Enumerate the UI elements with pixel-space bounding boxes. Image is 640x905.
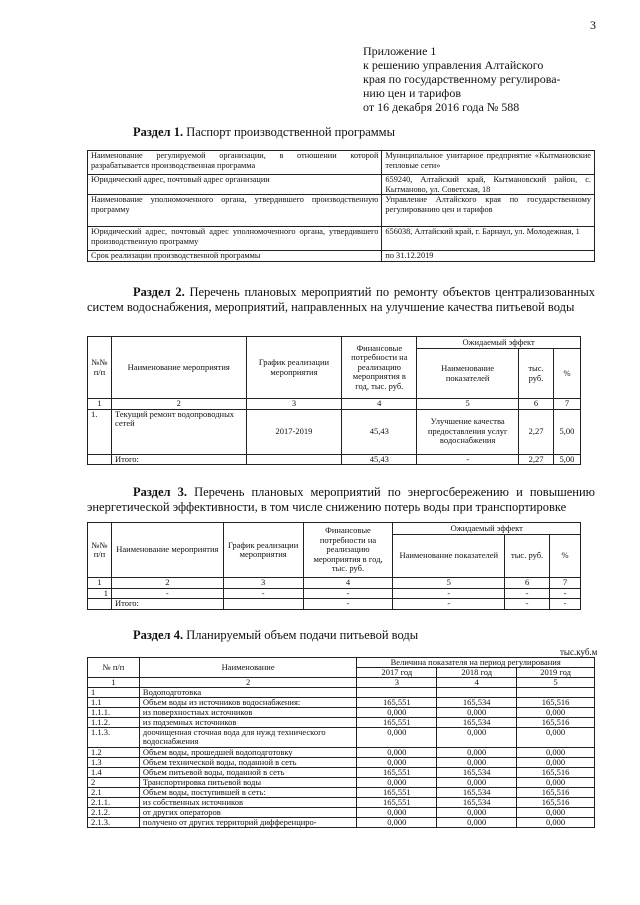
row-finance: 45,43 <box>342 409 417 454</box>
row-value-2017: 0,000 <box>357 748 437 758</box>
section2-title <box>87 285 595 315</box>
row-value-2017: 0,000 <box>357 808 437 818</box>
energy-saving-table <box>87 522 581 610</box>
row-value-2019: 0,000 <box>517 728 595 748</box>
table-row <box>88 798 595 808</box>
row-indicator: Улучшение качества предоставления услуг водоснабжения <box>417 409 519 454</box>
row-value-2018: 0,000 <box>437 728 517 748</box>
section1-title-bold: Раздел 1. <box>133 125 184 139</box>
col-number: 5 <box>517 678 595 688</box>
col-header-num: № п/п <box>88 658 140 678</box>
total-finance: - <box>303 599 393 610</box>
section4-title-bold: Раздел 4. <box>133 628 184 642</box>
row-num: 1 <box>88 588 112 599</box>
total-indicator: - <box>393 599 505 610</box>
row-value-2019: 165,516 <box>517 698 595 708</box>
col-number: 7 <box>550 578 581 589</box>
row-value-2019: 0,000 <box>517 748 595 758</box>
row-value-2018: 0,000 <box>437 778 517 788</box>
row-value-2018: 0,000 <box>437 708 517 718</box>
row-value-2018: 0,000 <box>437 758 517 768</box>
col-header-thousand: тыс. руб. <box>505 535 550 578</box>
section3-title-bold: Раздел 3. <box>133 485 188 499</box>
appendix-line: нию цен и тарифов <box>363 86 461 100</box>
col-number: 6 <box>505 578 550 589</box>
row-schedule: 2017-2019 <box>246 409 342 454</box>
total-empty <box>246 454 342 465</box>
row-value-2017: 0,000 <box>357 708 437 718</box>
row-value-2019: 165,516 <box>517 788 595 798</box>
row-value-2019: 0,000 <box>517 778 595 788</box>
table-row <box>88 688 595 698</box>
appendix-line: края по государственному регулирова- <box>363 72 561 86</box>
row-value-2017: 0,000 <box>357 818 437 828</box>
appendix-line: к решению управления Алтайского <box>363 58 544 72</box>
row-value-2018: 0,000 <box>437 808 517 818</box>
table-row <box>88 818 595 828</box>
row-value-2017: 165,551 <box>357 788 437 798</box>
passport-value: 656038, Алтайский край, г. Барнаул, ул. Молодежная, 1 <box>382 227 595 251</box>
row-name: получено от других территорий дифференциро- <box>139 818 357 828</box>
row-num: 1.1.1. <box>88 708 140 718</box>
col-header-finance: Финансовые потребности на реализацию мероприятия в год, тыс. руб. <box>342 337 417 399</box>
col-header-finance: Финансовые потребности на реализацию мероприятия в год, тыс. руб. <box>303 523 393 578</box>
row-num: 1.4 <box>88 768 140 778</box>
passport-label: Юридический адрес, почтовый адрес уполномоченного органа, утвердившего производственную программу <box>88 227 382 251</box>
total-finance: 45,43 <box>342 454 417 465</box>
col-header-num: №№ п/п <box>88 337 112 399</box>
passport-label: Срок реализации производственной программы <box>88 251 382 262</box>
row-percent: 5,00 <box>553 409 580 454</box>
table-number-row <box>88 399 581 410</box>
row-num: 1. <box>88 409 112 454</box>
row-value-2017: 165,551 <box>357 698 437 708</box>
row-value-2017: 0,000 <box>357 728 437 748</box>
row-num: 2.1.2. <box>88 808 140 818</box>
row-schedule: - <box>223 588 303 599</box>
total-empty <box>223 599 303 610</box>
row-value-2018: 0,000 <box>437 818 517 828</box>
passport-table <box>87 150 595 262</box>
table-row <box>88 588 581 599</box>
table-row <box>88 151 595 175</box>
row-value-2017: 165,551 <box>357 718 437 728</box>
row-name: Объем воды, поступившей в сеть: <box>139 788 357 798</box>
row-value-2019: 165,516 <box>517 768 595 778</box>
total-label: Итого: <box>111 454 246 465</box>
table-row <box>88 195 595 227</box>
row-value-2018: 165,534 <box>437 698 517 708</box>
col-number: 1 <box>88 578 112 589</box>
col-number: 7 <box>553 399 580 410</box>
section2-title-bold: Раздел 2. <box>133 285 185 299</box>
col-number: 5 <box>417 399 519 410</box>
col-header-schedule: График реализации мероприятия <box>246 337 342 399</box>
row-thousand: - <box>505 588 550 599</box>
row-value-2019: 0,000 <box>517 808 595 818</box>
table-row <box>88 758 595 768</box>
table-row <box>88 748 595 758</box>
row-percent: - <box>550 588 581 599</box>
total-label: Итого: <box>111 599 223 610</box>
col-number: 1 <box>88 678 140 688</box>
table-header-row <box>88 337 581 349</box>
row-value-2019: 0,000 <box>517 708 595 718</box>
row-name: Объем технической воды, поданной в сеть <box>139 758 357 768</box>
total-empty <box>88 454 112 465</box>
table-row <box>88 718 595 728</box>
row-value-2019 <box>517 688 595 698</box>
total-empty <box>88 599 112 610</box>
row-value-2018 <box>437 688 517 698</box>
col-number: 5 <box>393 578 505 589</box>
row-num: 2 <box>88 778 140 788</box>
row-thousand: 2,27 <box>519 409 554 454</box>
row-num: 1.1.3. <box>88 728 140 748</box>
col-header-name: Наименование <box>139 658 357 678</box>
passport-value: 659240, Алтайский край, Кытмановский район, с. Кытманово, ул. Советская, 18 <box>382 175 595 195</box>
row-value-2018: 165,534 <box>437 718 517 728</box>
row-value-2017: 0,000 <box>357 758 437 768</box>
col-header-name: Наименование мероприятия <box>111 523 223 578</box>
section4-title <box>133 628 418 643</box>
row-num: 1.1.2. <box>88 718 140 728</box>
table-row <box>88 251 595 262</box>
table-row <box>88 708 595 718</box>
col-number: 3 <box>246 399 342 410</box>
row-finance: - <box>303 588 393 599</box>
row-name: из подземных источников <box>139 718 357 728</box>
col-header-indicator: Наименование показателей <box>393 535 505 578</box>
passport-value: Муниципальное унитарное предприятие «Кытмановские тепловые сети» <box>382 151 595 175</box>
row-value-2019: 0,000 <box>517 758 595 768</box>
repair-measures-table <box>87 336 581 465</box>
row-name: от других операторов <box>139 808 357 818</box>
row-num: 1.2 <box>88 748 140 758</box>
total-thousand: - <box>505 599 550 610</box>
table-header-row <box>88 523 581 535</box>
water-supply-table <box>87 657 595 828</box>
row-value-2019: 0,000 <box>517 818 595 828</box>
section3-title <box>87 485 595 515</box>
row-value-2017 <box>357 688 437 698</box>
table-row <box>88 227 595 251</box>
table-header-row <box>88 658 595 668</box>
section3-title-text: Перечень плановых мероприятий по энергосбережению и повышению энергетической эффективности, в том числе снижению потерь воды при транспортировке <box>87 485 595 514</box>
row-name: Объем воды, прошедшей водоподготовку <box>139 748 357 758</box>
row-name: Объем питьевой воды, поданной в сеть <box>139 768 357 778</box>
col-header-effect: Ожидаемый эффект <box>393 523 581 535</box>
row-num: 1 <box>88 688 140 698</box>
col-number: 4 <box>303 578 393 589</box>
col-number: 6 <box>519 399 554 410</box>
table-total-row <box>88 454 581 465</box>
col-header-name: Наименование мероприятия <box>111 337 246 399</box>
table-row <box>88 788 595 798</box>
col-header-effect: Ожидаемый эффект <box>417 337 581 349</box>
table-number-row <box>88 578 581 589</box>
row-value-2018: 165,534 <box>437 788 517 798</box>
col-header-percent: % <box>553 349 580 399</box>
col-number: 2 <box>111 578 223 589</box>
row-name: Текущий ремонт водопроводных сетей <box>111 409 246 454</box>
row-name: из собственных источников <box>139 798 357 808</box>
row-num: 2.1.1. <box>88 798 140 808</box>
col-header-percent: % <box>550 535 581 578</box>
section2-title-text: Перечень плановых мероприятий по ремонту объектов централизованных систем водоснабжения, мероприятий, направленных на улучшение качества питьевой воды <box>87 285 595 314</box>
appendix-header <box>363 44 561 114</box>
table-row <box>88 409 581 454</box>
water-supply-rows <box>88 688 595 828</box>
col-header-thousand: тыс. руб. <box>519 349 554 399</box>
page-number: 3 <box>590 18 596 32</box>
passport-label: Наименование уполномоченного органа, утвердившего производственную программу <box>88 195 382 227</box>
total-indicator: - <box>417 454 519 465</box>
table-row <box>88 778 595 788</box>
row-name: Транспортировка питьевой воды <box>139 778 357 788</box>
total-thousand: 2,27 <box>519 454 554 465</box>
table-row <box>88 698 595 708</box>
row-value-2017: 165,551 <box>357 798 437 808</box>
col-header-period: Величина показателя на период регулирования <box>357 658 595 668</box>
row-num: 1.1 <box>88 698 140 708</box>
row-indicator: - <box>393 588 505 599</box>
total-percent: - <box>550 599 581 610</box>
row-value-2019: 165,516 <box>517 798 595 808</box>
table-total-row <box>88 599 581 610</box>
row-num: 2.1 <box>88 788 140 798</box>
col-header-year: 2019 год <box>517 668 595 678</box>
passport-label: Наименование регулируемой организации, в отношении которой разрабатывается производственная программа <box>88 151 382 175</box>
table-row <box>88 175 595 195</box>
col-number: 3 <box>357 678 437 688</box>
col-number: 2 <box>111 399 246 410</box>
row-value-2019: 165,516 <box>517 718 595 728</box>
table-row <box>88 768 595 778</box>
col-header-num: №№ п/п <box>88 523 112 578</box>
section1-title <box>133 125 395 140</box>
row-value-2017: 165,551 <box>357 768 437 778</box>
col-header-schedule: График реализации мероприятия <box>223 523 303 578</box>
col-header-year: 2018 год <box>437 668 517 678</box>
passport-value: Управление Алтайского края по государственному регулированию цен и тарифов <box>382 195 595 227</box>
col-number: 4 <box>342 399 417 410</box>
col-number: 2 <box>139 678 357 688</box>
row-name: Объем воды из источников водоснабжения: <box>139 698 357 708</box>
section1-title-text: Паспорт производственной программы <box>183 125 395 139</box>
col-number: 3 <box>223 578 303 589</box>
row-name: Водоподготовка <box>139 688 357 698</box>
row-value-2018: 165,534 <box>437 798 517 808</box>
section4-title-text: Планируемый объем подачи питьевой воды <box>183 628 419 642</box>
col-header-year: 2017 год <box>357 668 437 678</box>
col-number: 4 <box>437 678 517 688</box>
col-number: 1 <box>88 399 112 410</box>
row-num: 2.1.3. <box>88 818 140 828</box>
col-header-indicator: Наименование показателей <box>417 349 519 399</box>
appendix-line: Приложение 1 <box>363 44 437 58</box>
table-row <box>88 728 595 748</box>
table-row <box>88 808 595 818</box>
total-percent: 5,00 <box>553 454 580 465</box>
passport-label: Юридический адрес, почтовый адрес организации <box>88 175 382 195</box>
table-number-row <box>88 678 595 688</box>
row-value-2018: 165,534 <box>437 768 517 778</box>
passport-value: по 31.12.2019 <box>382 251 595 262</box>
row-value-2017: 0,000 <box>357 778 437 788</box>
row-name: - <box>111 588 223 599</box>
row-value-2018: 0,000 <box>437 748 517 758</box>
appendix-line: от 16 декабря 2016 года № 588 <box>363 100 520 114</box>
row-num: 1.3 <box>88 758 140 768</box>
row-name: из поверхностных источников <box>139 708 357 718</box>
unit-label: тыс.куб.м <box>560 647 598 657</box>
row-name: доочищенная сточная вода для нужд технического водоснабжения <box>139 728 357 748</box>
